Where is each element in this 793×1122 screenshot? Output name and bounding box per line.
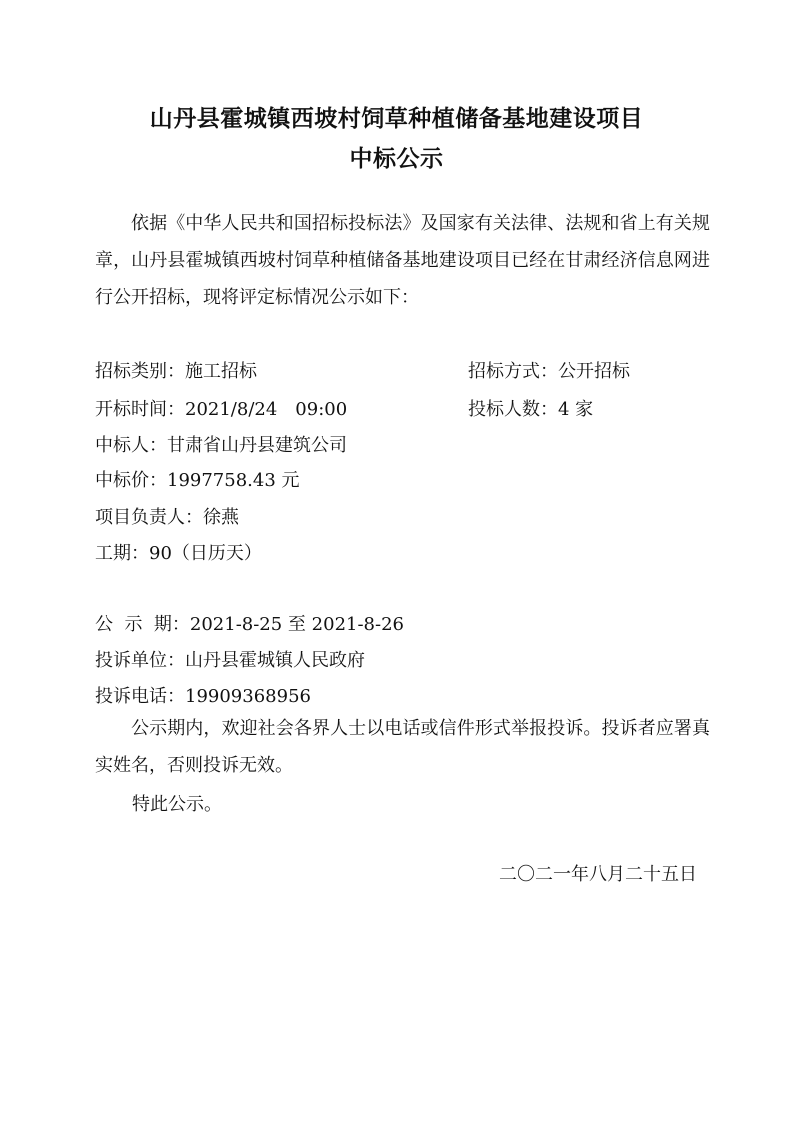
document-subtitle: 中标公示 xyxy=(349,146,444,172)
closing-text: 特此公示。 xyxy=(132,794,222,815)
intro-paragraph: 依据《中华人民共和国招标投标法》及国家有关法律、法规和省上有关规章，山丹县霍城镇西坡村饲草种植储备基地建设项目已经在甘肃经济信息网进行公开招标，现将评定标情况公示如下： xyxy=(95,213,710,308)
construction-period: 工期：90（日历天） xyxy=(95,543,262,564)
bid-method: 招标方式：公开招标 xyxy=(468,361,630,382)
document-title: 山丹县霍城镇西坡村饲草种植储备基地建设项目 xyxy=(149,106,644,132)
bid-type: 招标类别：施工招标 xyxy=(95,361,257,382)
bidder-count: 投标人数：4 家 xyxy=(468,399,594,420)
open-time: 开标时间：2021/8/24 09:00 xyxy=(95,399,348,420)
notice-paragraph: 公示期内，欢迎社会各界人士以电话或信件形式举报投诉。投诉者应署真实姓名，否则投诉无效。 xyxy=(95,718,710,776)
document-date: 二〇二一年八月二十五日 xyxy=(499,864,697,885)
complaint-phone: 投诉电话：19909368956 xyxy=(95,686,311,707)
project-manager: 项目负责人：徐燕 xyxy=(95,507,239,528)
complaint-unit: 投诉单位：山丹县霍城镇人民政府 xyxy=(95,650,365,671)
winning-bidder: 中标人：甘肃省山丹县建筑公司 xyxy=(95,435,347,456)
winning-price: 中标价：1997758.43 元 xyxy=(95,470,300,491)
publicity-period: 公 示 期：2021-8-25 至 2021-8-26 xyxy=(95,614,404,635)
